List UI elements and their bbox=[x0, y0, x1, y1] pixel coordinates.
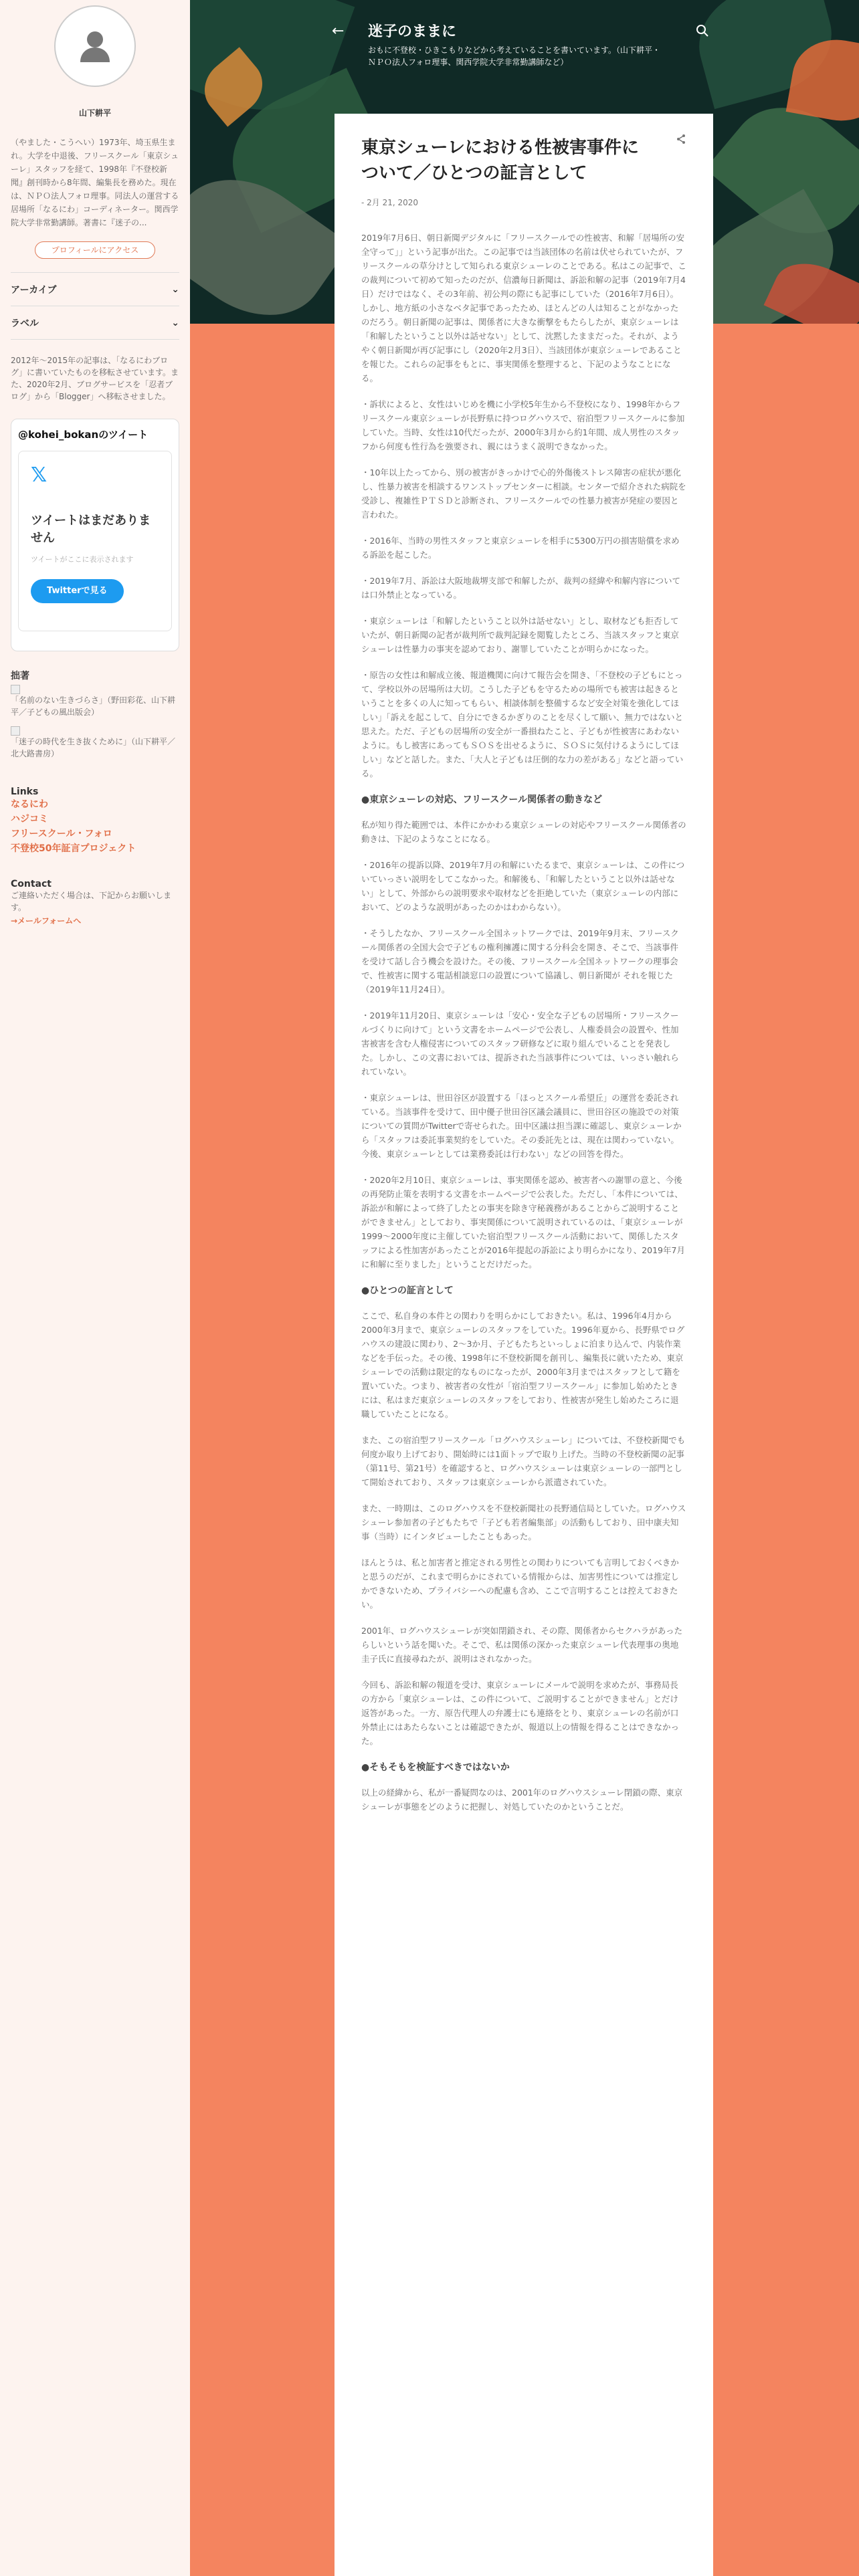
x-logo-icon: 𝕏 bbox=[31, 463, 47, 487]
twitter-timeline bbox=[18, 451, 172, 631]
labels-label: ラベル bbox=[11, 318, 39, 329]
top-bar bbox=[190, 0, 859, 94]
post-date[interactable]: - 2月 21, 2020 bbox=[361, 198, 419, 207]
chevron-down-icon: ⌄ bbox=[171, 317, 179, 328]
paragraph: 2019年7月6日、朝日新聞デジタルに「フリースクールでの性被害、和解「居場所の安全守って」」という記事が出た。この記事では当該団体の名前は伏せられていたが、フリースクールの草分けとして知られる東京シューレのことである。私はこの記事で、この裁判について初めて知ったのだが、信濃毎日新聞は、訴訟和解の記事（2019年7月4日）だけではなく、その3年前、初公判の際にも記事にしていた（2016年7月6日）。しかし、地方紙の小さなベタ記事であったため、ほとんどの人は知ることがなかったのだろう。朝日新聞の記事は、関係者に大きな衝撃をもたらしたが、東京シューレは「和解したということ以外は話せない」として、沈黙したままだった。それが、ようやく朝日新聞が再び記事にし（2020年2月3日）、当該団体が東京シューレであることを報じた。これらの記事をもとに、事実関係を整理すると、下記のようなことになる。 bbox=[361, 233, 686, 383]
archive-label: アーカイブ bbox=[11, 284, 57, 296]
paragraph: ここで、私自身の本件との関わりを明らかにしておきたい。私は、1996年4月から2000年3月まで、東京シューレのスタッフをしていた。1996年夏から、長野県でログハウスの建設に関わり、2〜3か月、子どもたちといっしょに泊まり込んで、内装作業などを手伝った。その後、1998年に不登校新聞を創刊し、編集長に就いたため、東京シューレでの活動は限定的なものになったが、2000年3月まではスタッフとして籍を置いていた。つまり、被害者の女性が「宿泊型フリースクール」に参加し始めたときには、私はまだ東京シューレのスタッフをしており、性被害が発生し始めたころに退職していたことになる。 bbox=[361, 1311, 685, 1419]
link-item[interactable]: ハジコミ bbox=[11, 814, 48, 825]
links-heading: Links bbox=[11, 786, 39, 797]
share-icon[interactable] bbox=[676, 134, 686, 147]
paragraph: 私が知り得た範囲では、本件にかかわる東京シューレの対応やフリースクール関係者の動きは、下記のようなことになる。 bbox=[361, 820, 686, 844]
paragraph: 2001年、ログハウスシューレが突如閉鎖され、その際、関係者からセクハラがあったらしいという話を聞いた。そこで、私は関係の深かった東京シューレ代表理事の奥地圭子氏に直接尋ねたが、説明はされなかった。 bbox=[361, 1626, 683, 1664]
paragraph: ほんとうは、私と加害者と推定される男性との関わりについても言明しておくべきかと思うのだが、これまで明らかにされている情報からは、加害男性については推定しかできないため、プライバシーへの配慮も含め、ここで言明することは控えておきたい。 bbox=[361, 1558, 679, 1610]
profile-button[interactable]: プロフィールにアクセス bbox=[35, 241, 155, 259]
search-icon[interactable] bbox=[696, 24, 709, 41]
paragraph: ・10年以上たってから、別の被害がきっかけで心的外傷後ストレス障害の症状が悪化し、性暴力被害を相談するワンストップセンターに相談。センターで紹介された病院を受診し、複雑性ＰＴＳＤと診断され、フリースクールでの性暴力被害が発症の要因と言われた。 bbox=[361, 467, 686, 520]
blog-description: おもに不登校・ひきこもりなどから考えていることを書いています。（山下耕平・ＮＰＯ法人フォロ理事、関西学院大学非常勤講師など） bbox=[368, 45, 661, 67]
paragraph: また、この宿泊型フリースクール「ログハウスシューレ」については、不登校新聞でも何度か取り上げており、開始時には1面トップで取り上げた。当時の不登校新聞の記事（第11号、第21号）を確認すると、ログハウスシューレは東京シューレの一部門として開始されており、スタッフは東京シューレから派遣されていた。 bbox=[361, 1435, 686, 1487]
broken-image-icon bbox=[11, 685, 20, 694]
post-title: 東京シューレにおける性被害事件について／ひとつの証言として bbox=[361, 138, 639, 183]
paragraph: ・2020年2月10日、東京シューレは、事実関係を認め、被害者への謝罪の意と、今後の再発防止策を表明する文書をホームページで公表した。ただし、「本件については、訴訟が和解によって終了したとの事実を除き守秘義務があることからご説明することができません」としており、事実関係について説明されているのは、「東京シューレが1999〜2000年度に主催していた宿泊型フリースクール活動において、関係したスタッフによる性加害があったことが2016年提起の訴訟により明らかになり、2019年7月に和解に至りました」ということだけだった。 bbox=[361, 1175, 685, 1269]
contact-heading: Contact bbox=[11, 879, 52, 889]
paragraph: ・2016年の提訴以降、2019年7月の和解にいたるまで、東京シューレは、この件についていっさい説明をしてこなかった。和解後も、「和解したということ以外は話せない」として、外部からの説明要求や取材などを拒絶していた（東京シューレの内部において、どのような説明があったのかはわからない）。 bbox=[361, 860, 685, 912]
link-item[interactable]: 不登校50年証言プロジェクト bbox=[11, 843, 136, 854]
paragraph: ・そうしたなか、フリースクール全国ネットワークでは、2019年9月末、フリースクール関係者の全国大会で子どもの権利擁護に関する分科会を開き、そこで、当該事件を受けて話し合う機会を設けた。その後、フリースクール全国ネットワークの理事会で、性被害に関する電話相談窓口の設置について協議し、朝日新聞が それを報じた（2019年11月24日）。 bbox=[361, 928, 679, 994]
paragraph: ・2019年7月、訴訟は大阪地裁堺支部で和解したが、裁判の経緯や和解内容については口外禁止となっている。 bbox=[361, 576, 681, 600]
contact-text: ご連絡いただく場合は、下記からお願いします。 bbox=[11, 891, 172, 912]
twitter-empty-message: ツイートはまだありません bbox=[31, 514, 151, 545]
labels-toggle[interactable] bbox=[11, 306, 179, 340]
view-on-twitter-button[interactable]: Twitterで見る bbox=[31, 579, 124, 603]
post-body bbox=[361, 231, 686, 1814]
archive-toggle[interactable] bbox=[11, 273, 179, 306]
section-heading: ●そもそもを検証すべきではないか bbox=[361, 1762, 510, 1773]
author-name[interactable]: 山下耕平 bbox=[78, 108, 111, 118]
book-item[interactable]: 「名前のない生きづらさ」（野田彩花、山下耕平／子どもの風出版会） bbox=[11, 695, 176, 717]
section-heading: ●東京シューレの対応、フリースクール関係者の動きなど bbox=[361, 794, 603, 805]
paragraph: ・東京シューレは、世田谷区が設置する「ほっとスクール希望丘」の運営を委託されている。当該事件を受けて、田中優子世田谷区議会議員に、世田谷区の施設での対策についての質問がTwitterで寄せられた。田中区議は担当課に確認し、東京シューレから「スタッフは委託事業契約をしていた。その委託先とは、現在は関わっていない。今後、東京シューレとしては業務委託は行わない」などの回答を得た。 bbox=[361, 1093, 682, 1159]
contact-link[interactable]: →メールフォームへ bbox=[11, 916, 82, 926]
sidebar bbox=[0, 0, 190, 2576]
paragraph: ・2016年、当時の男性スタッフと東京シューレを相手に5300万円の損害賠償を求める訴訟を起こした。 bbox=[361, 536, 680, 560]
books-heading: 拙著 bbox=[11, 671, 29, 681]
twitter-widget-title[interactable]: @kohei_bokanのツイート bbox=[18, 429, 149, 441]
broken-image-icon bbox=[11, 726, 20, 736]
twitter-widget bbox=[11, 419, 179, 651]
paragraph: 以上の経緯から、私が一番疑問なのは、2001年のログハウスシューレ閉鎖の際、東京シューレが事態をどのように把握し、対処していたのかということだ。 bbox=[361, 1788, 683, 1812]
section-heading: ●ひとつの証言として bbox=[361, 1285, 454, 1296]
person-icon bbox=[75, 26, 115, 66]
migration-note: 2012年〜2015年の記事は、「なるにわブログ」に書いていたものを移転させています。また、2020年2月、ブログサービスを「忍者ブログ」から「Blogger」へ移転させました。 bbox=[11, 356, 179, 401]
profile-text: （やました・こうへい）1973年、埼玉県生まれ。大学を中退後、フリースクール「東京シューレ」スタッフを経て、1998年『不登校新聞』創刊時から8年間、編集長を務めた。現在は、ＮＰＯ法人フォロ理事。同法人の運営する居場所「なるにわ」コーディネーター。関西学院大学非常勤講師。著書に『迷子の... bbox=[11, 138, 179, 227]
twitter-empty-sub: ツイートがここに表示されます bbox=[31, 555, 134, 564]
link-item[interactable]: フリースクール・フォロ bbox=[11, 829, 112, 839]
paragraph: ・原告の女性は和解成立後、報道機関に向けて報告会を開き、「不登校の子どもにとって、学校以外の居場所は大切。こうした子どもを守るための場所でも被害は起きるということを多くの人に知ってもらい、相談体制を整備するなど安全対策を強化してほしい」「訴えを起こして、自分にできるかぎりのことを尽くして願い、無力ではないと思えた。ただ、子どもの居場所の安全が一番損ねたこと、子どもが性被害にあわないように。もし被害にあってもＳＯＳを出せるように、ＳＯＳに気付けるようにしてほしい」などと話した。また、「大人と子どもは圧倒的な力の差がある」などと語っている。 bbox=[361, 670, 684, 778]
paragraph: また、一時期は、このログハウスを不登校新聞社の長野通信局としていた。ログハウスシューレ参加者の子どもたちで「子ども若者編集部」の活動もしており、田中康夫知事（当時）にインタビューしたこともあった。 bbox=[361, 1503, 686, 1541]
link-item[interactable]: なるにわ bbox=[11, 799, 48, 810]
paragraph: 今回も、訴訟和解の報道を受け、東京シューレにメールで説明を求めたが、事務局長の方から「東京シューレは、この件について、ご説明することができません」とだけ返答があった。一方、原告代理人の弁護士にも連絡をとり、東京シューレの名前が口外禁止にはあたらないことは確認できたが、報道以上の情報を得ることはできなかった。 bbox=[361, 1680, 680, 1746]
post-card bbox=[335, 114, 713, 2576]
book-item[interactable]: 「迷子の時代を生き抜くために」（山下耕平／北大路書房） bbox=[11, 737, 176, 758]
chevron-down-icon: ⌄ bbox=[171, 284, 179, 295]
paragraph: ・東京シューレは「和解したということ以外は話せない」とし、取材なども拒否していたが、朝日新聞の記者が裁判所で裁判記録を閲覧したところ、当該スタッフと東京シューレは性暴力の事実を認めており、謝罪していたことが明らかになった。 bbox=[361, 616, 680, 654]
paragraph: ・訴状によると、女性はいじめを機に小学校5年生から不登校になり、1998年からフリースクール東京シューレが長野県に持つログハウスで、宿泊型フリースクールに参加していた。当時、女性は10代だったが、2000年3月から約1年間、成人男性のスタッフから何度も性行為を強要され、親にはうまく説明できなかった。 bbox=[361, 399, 685, 451]
back-arrow-icon[interactable]: ← bbox=[332, 23, 345, 39]
avatar[interactable] bbox=[54, 5, 136, 87]
blog-title[interactable]: 迷子のままに bbox=[368, 23, 457, 40]
paragraph: ・2019年11月20日、東京シューレは「安心・安全な子どもの居場所・フリースクールづくりに向けて」という文書をホームページで公表し、人権委員会の設置や、性加害被害を含む人権侵害についてのスタッフ研修などに取り組んでいることを発表した。しかし、この文書においては、提訴された当該事件については、いっさい触れられていない。 bbox=[361, 1010, 679, 1077]
